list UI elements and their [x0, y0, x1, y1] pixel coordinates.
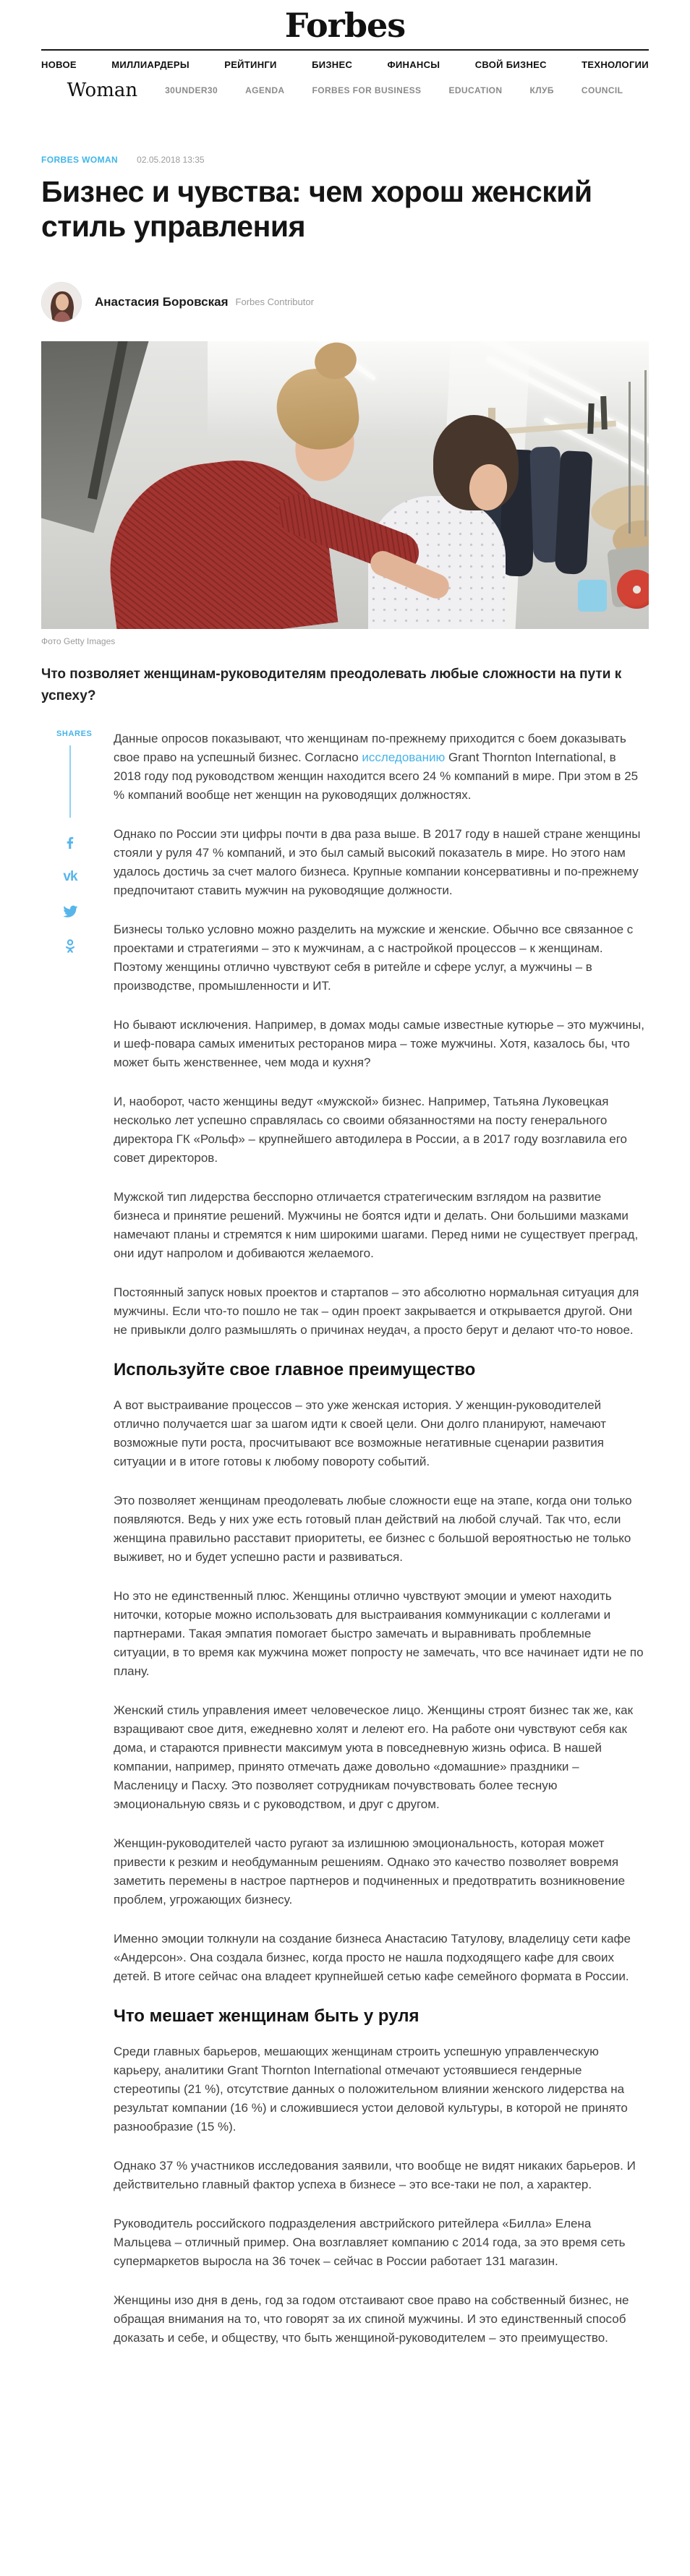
article-paragraph: Бизнесы только условно можно разделить на мужские и женские. Обычно все связанное с проектами и стратегиями – это к мужчинам, а с настройкой процессов – к женщинам. Поэтому женщины отлично чувствуют себя в ритейле и сфере услуг, а мужчины – в производстве, промышленности и ИТ.	[114, 922, 634, 993]
hero-thread-cone	[600, 396, 608, 429]
research-link[interactable]: исследованию	[362, 750, 446, 764]
forbes-woman-brand[interactable]: Woman	[67, 80, 138, 101]
hero-red-spool-hole	[633, 586, 641, 594]
article-paragraph: Руководитель российского подразделения австрийского ритейлера «Билла» Елена Мальцева – отличный пример. Она возглавляет компанию с 2014 года, за это время сеть супермаркетов выросла на 36 точек – сейчас в России работает 131 магазин.	[114, 2216, 626, 2268]
rubric-link[interactable]: FORBES WOMAN	[41, 155, 119, 165]
article-paragraph: Женский стиль управления имеет человеческое лицо. Женщины строят бизнес так же, как взращивают свое дитя, ежедневно холят и лелеют его. На работе они чувствуют себя как дома, и стараются привнести максимум уюта в повседневную жизнь офиса. В нашей компании, например, принято отмечать даже довольно «домашние» праздники – Масленицу и Пасху. Это позволяет сотрудникам почувствовать более тесную эмоциональную связь и с руководством, и друг с другом.	[114, 1703, 634, 1811]
publish-datetime: 02.05.2018 13:35	[137, 155, 205, 165]
hero-ceiling-glow	[208, 341, 649, 450]
nav-item-agenda[interactable]: AGENDA	[245, 85, 285, 95]
page-title: Бизнес и чувства: чем хорош женский стиль управления	[41, 175, 592, 243]
article-paragraph: Но бывают исключения. Например, в домах моды самые известные кутюрье – это мужчины, и шеф-повара самых именитых ресторанов мира – тоже мужчины. Хотя, казалось бы, что может быть женственнее, чем мода и кухня?	[114, 1017, 644, 1069]
article-paragraph: Однако 37 % участников исследования заявили, что вообще не видят никаких барьеров. И действительно главный фактор успеха в бизнесе – это все-таки не пол, а характер.	[114, 2158, 636, 2191]
article-paragraph: Это позволяет женщинам преодолевать любые сложности еще на этапе, когда они только появляются. Ведь у них уже есть готовый план действий на любой случай. Так что, если женщина правильно расставит приоритеты, ее бизнес с большой вероятностью не только выживет, но и будет успешно расти и развиваться.	[114, 1493, 632, 1564]
nav-item-milliardery[interactable]: МИЛЛИАРДЕРЫ	[111, 59, 189, 70]
paragraph-text: Данные опросов показывают, что женщинам по-прежнему приходится с боем доказывать свое право на успешный бизнес. Согласно	[114, 731, 626, 764]
hero-thread-cone	[587, 403, 594, 434]
forbes-logo[interactable]: Forbes	[284, 6, 406, 45]
photo-credit: Фото Getty Images	[41, 636, 116, 646]
article-paragraph: Именно эмоции толкнули на создание бизнеса Анастасию Татулову, владелицу сети кафе «Андерсон». Она создала бизнес, когда просто не нашла подходящего кафе для своих детей. В итоге сейчас она владеет крупнейшей сетью кафе семейного формата в России.	[114, 1931, 631, 1983]
twitter-icon	[62, 904, 78, 920]
article-text-column	[114, 729, 644, 2368]
share-buttons	[61, 834, 114, 955]
share-divider-line	[69, 745, 71, 818]
author-role: Forbes Contributor	[235, 296, 314, 308]
hero-pole	[644, 370, 647, 536]
vk-share-button[interactable]	[61, 868, 80, 886]
hero-image	[41, 341, 649, 629]
nav-item-klub[interactable]: КЛУБ	[529, 85, 554, 95]
hero-pole	[629, 382, 631, 534]
article-body	[41, 729, 649, 2368]
nav-item-council[interactable]: COUNCIL	[581, 85, 623, 95]
hero-woman-red-shirt	[98, 450, 338, 629]
paragraph-text: Grant Thornton International, в 2018 году под руководством женщин находится всего 24 % компаний в мире. При этом в 25 % компаний вообще нет женщин на руководящих должностях.	[114, 750, 639, 802]
author-name[interactable]: Анастасия Боровская	[95, 294, 229, 309]
secondary-nav	[0, 77, 690, 111]
twitter-share-button[interactable]	[61, 903, 80, 920]
avatar-image	[42, 283, 82, 322]
shares-label: SHARES	[56, 729, 93, 738]
hero-garment	[555, 450, 593, 575]
share-rail	[41, 729, 114, 2368]
article-lede: Что позволяет женщинам-руководителям преодолевать любые сложности на пути к успеху?	[41, 666, 622, 704]
article-paragraph: Но это не единственный плюс. Женщины отлично чувствуют эмоции и умеют находить ниточки, которые можно использовать для выстраивания коммуникации с коллегами и партнерами. Такая эмпатия помогает быстро замечать и выравнивать проблемные ситуации, в то время как мужчина может попросту не замечать, что все начинает идти не по плану.	[114, 1588, 644, 1678]
article-paragraph: А вот выстраивание процессов – это уже женская история. У женщин-руководителей отлично получается шаг за шагом идти к своей цели. Они долго планируют, намечают возможные пути роста, просчитывают все возможные негативные сценарии развития ситуации и в итоге готовы к любому повороту событий.	[114, 1398, 606, 1468]
facebook-share-button[interactable]	[61, 834, 80, 851]
nav-item-forbes-for-business[interactable]: FORBES FOR BUSINESS	[312, 85, 422, 95]
odnoklassniki-share-button[interactable]	[61, 938, 80, 955]
breadcrumb	[41, 155, 649, 165]
nav-item-novoe[interactable]: НОВОЕ	[41, 59, 77, 70]
nav-item-finansy[interactable]: ФИНАНСЫ	[387, 59, 440, 70]
article-paragraph: Среди главных барьеров, мешающих женщинам строить успешную управленческую карьеру, аналитики Grant Thornton International отмечают устоявшиеся гендерные стереотипы (21 %), отсутствие данных о положительном влиянии женского лидерства на результат компании (16 %) и сложившиеся устои деловой культуры, в которой не принято разнообразие (15 %).	[114, 2044, 628, 2134]
article-paragraph: Женщины изо дня в день, год за годом отстаивают свое право на собственный бизнес, не обращая внимания на то, что говорят за их спиной мужчины. И это единственный способ доказать и себе, и обществу, что быть женщиной-руководителем – это преимущество.	[114, 2293, 629, 2345]
nav-item-30under30[interactable]: 30UNDER30	[165, 85, 218, 95]
vk-icon: vk	[63, 869, 77, 885]
section-heading-advantage: Используйте свое главное преимущество	[114, 1359, 476, 1379]
section-heading-barriers: Что мешает женщинам быть у руля	[114, 2006, 419, 2026]
nav-item-education[interactable]: EDUCATION	[448, 85, 503, 95]
nav-item-reitingi[interactable]: РЕЙТИНГИ	[224, 59, 277, 70]
author-block	[41, 282, 649, 322]
author-avatar[interactable]	[41, 282, 82, 322]
article-paragraph: Женщин-руководителей часто ругают за излишнюю эмоциональность, которая может привести к резким и необдуманным решениям. Однако это качество позволяет вовремя заметить перемены в настрое партнеров и подчиненных и предотвратить возникновение проблем, угрожающих бизнесу.	[114, 1836, 626, 1907]
article-paragraph: Мужской тип лидерства бесспорно отличается стратегическим взглядом на развитие бизнеса и принятие решений. Мужчины не боятся идти и делать. Они большими мазками намечают планы и стремятся к ним широкими шагами. Перед ними не существует преград, они идут напролом и добиваются желаемого.	[114, 1189, 639, 1260]
article-paragraph: Постоянный запуск новых проектов и стартапов – это абсолютно нормальная ситуация для мужчины. Если что-то пошло не так – один проект закрывается и открывается другой. Они не привыкли долго размышлять о причинах неудач, а просто берут и делают что-то новое.	[114, 1285, 639, 1337]
article	[41, 155, 649, 2368]
nav-item-biznes[interactable]: БИЗНЕС	[312, 59, 353, 70]
article-paragraph: Однако по России эти цифры почти в два раза выше. В 2017 году в нашей стране женщины стояли у руля 47 % компаний, и это был самый высокий показатель в мире. Но этого нам удалось достичь за счет малого бизнеса. Крупные компании консервативны и по-прежнему предпочитают ставить мужчин на руководящие должности.	[114, 826, 641, 897]
nav-item-tekhnologii[interactable]: ТЕХНОЛОГИИ	[582, 59, 649, 70]
site-header	[0, 0, 690, 45]
article-paragraph	[114, 729, 644, 805]
primary-nav	[41, 51, 649, 77]
facebook-icon	[62, 834, 78, 850]
odnoklassniki-icon	[62, 938, 78, 954]
article-paragraph: И, наоборот, часто женщины ведут «мужской» бизнес. Например, Татьяна Луковецкая несколько лет успешно справлялась со своими обязанностями на посту генерального директора ГК «Рольф» – крупнейшего автодилера в России, а в 2017 году возглавила его совет директоров.	[114, 1094, 627, 1165]
hero-blue-box	[578, 580, 607, 612]
nav-item-svoy-biznes[interactable]: СВОЙ БИЗНЕС	[474, 59, 547, 70]
